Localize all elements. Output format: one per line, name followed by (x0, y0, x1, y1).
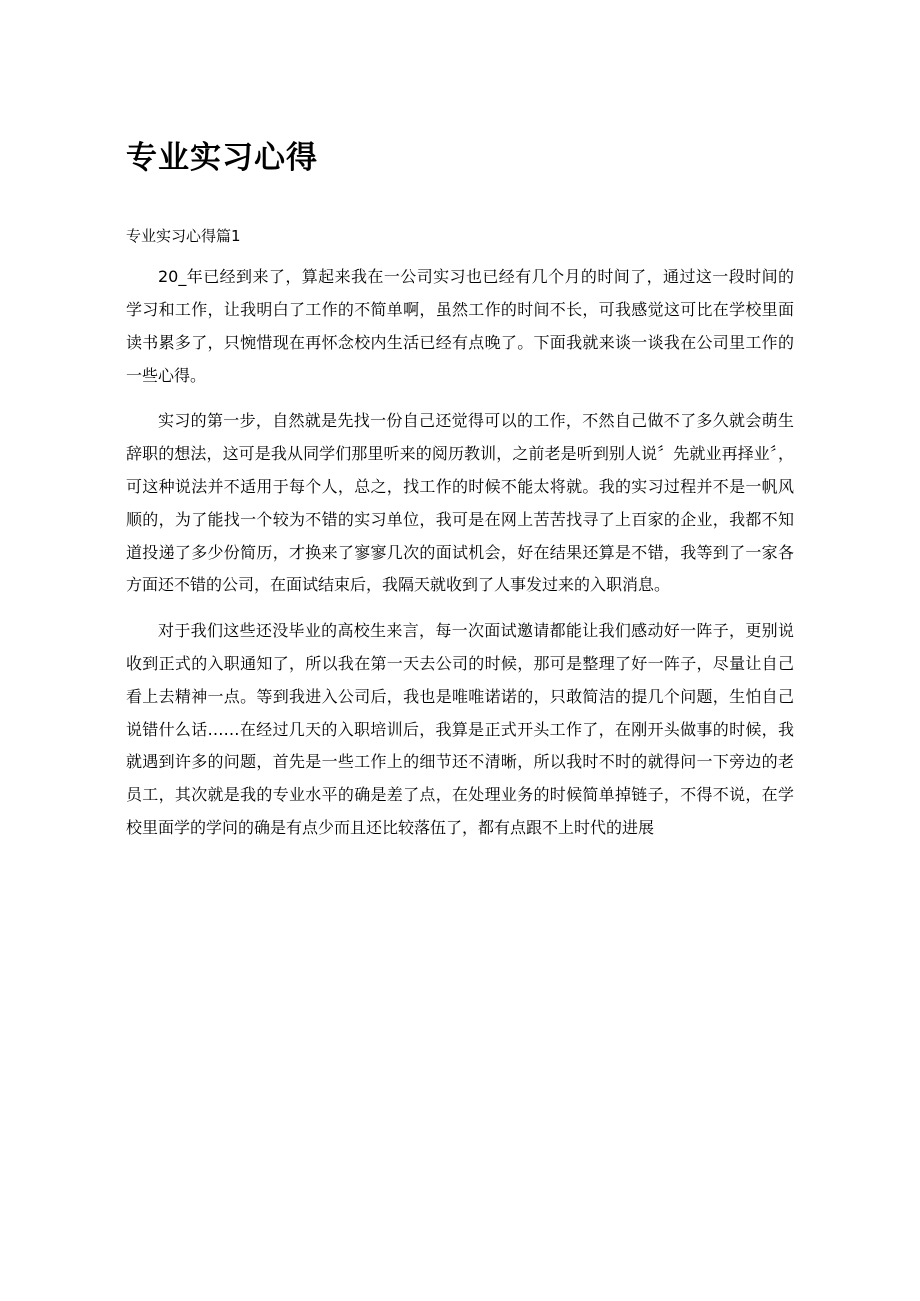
body-paragraph: 对于我们这些还没毕业的高校生来言，每一次面试邀请都能让我们感动好一阵子，更别说收到正式的入职通知了，所以我在第一天去公司的时候，那可是整理了好一阵子，尽量让自己看上去精神一点。等到我进入公司后，我也是唯唯诺诺的，只敢简洁的提几个问题，生怕自己说错什么话……在经过几天的入职培训后，我算是正式开头工作了，在刚开头做事的时候，我就遇到许多的问题，首先是一些工作上的细节还不清晰，所以我时不时的就得问一下旁边的老员工，其次就是我的专业水平的确是差了点，在处理业务的时候简单掉链子，不得不说，在学校里面学的学问的确是有点少而且还比较落伍了，都有点跟不上时代的进展 (126, 621, 794, 838)
section-label: 专业实习心得篇1 (126, 227, 241, 246)
page-title: 专业实习心得 (126, 140, 318, 176)
body-paragraph: 20_年已经到来了，算起来我在一公司实习也已经有几个月的时间了，通过这一段时间的学习和工作，让我明白了工作的不简单啊，虽然工作的时间不长，可我感觉这可比在学校里面读书累多了，只惋惜现在再怀念校内生活已经有点晚了。下面我就来谈一谈我在公司里工作的一些心得。 (126, 267, 794, 385)
body-paragraph: 实习的第一步，自然就是先找一份自己还觉得可以的工作，不然自己做不了多久就会萌生辞职的想法，这可是我从同学们那里听来的阅历教训，之前老是听到别人说〞先就业再择业〞，可这种说法并不适用于每个人，总之，找工作的时候不能太将就。我的实习过程并不是一帆风顺的，为了能找一个较为不错的实习单位，我可是在网上苦苦找寻了上百家的企业，我都不知道投递了多少份简历，才换来了寥寥几次的面试机会，好在结果还算是不错，我等到了一家各方面还不错的公司，在面试结束后，我隔天就收到了人事发过来的入职消息。 (126, 411, 794, 595)
